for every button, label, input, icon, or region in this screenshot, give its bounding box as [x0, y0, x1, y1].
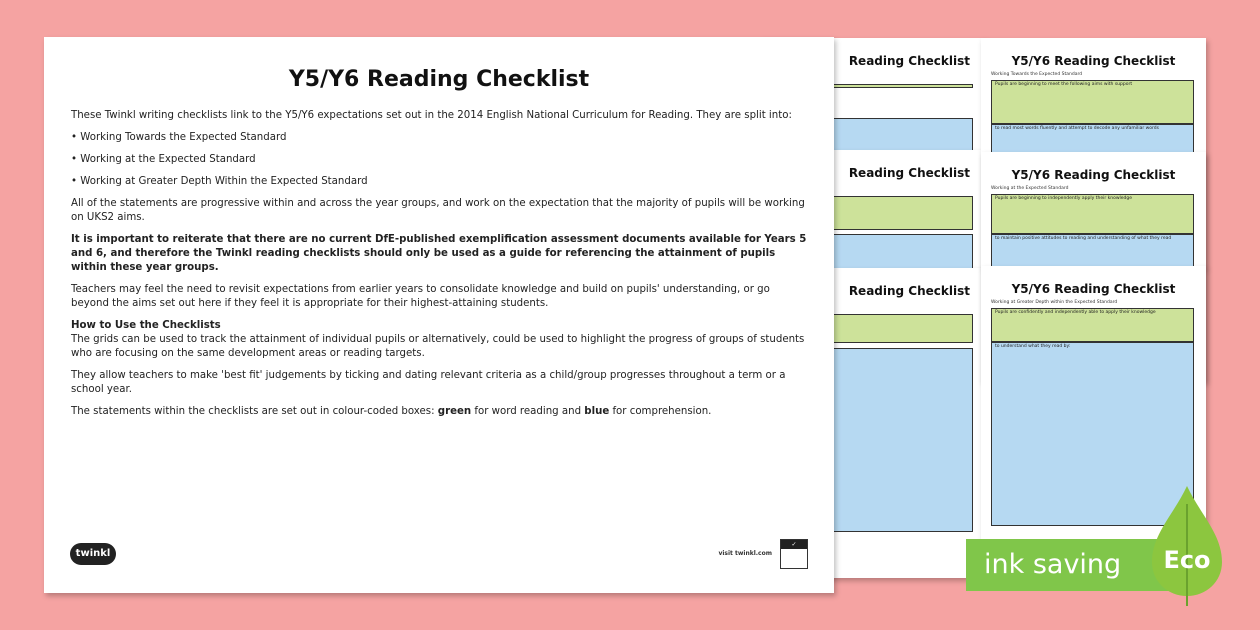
sheet-subtitle: Working Towards the Expected Standard [991, 72, 1083, 77]
progressive-paragraph: All of the statements are progressive within and across the year groups, and work on the expectation that the majority of pupils will be working on UKS2 aims. [71, 198, 805, 223]
bullet-item: • Working at the Expected Standard [71, 154, 256, 165]
sheet-subtitle: Working at Greater Depth within the Expected Standard [991, 300, 1118, 305]
twinkl-logo: twinkl [70, 543, 116, 565]
eco-badge-text: Eco [1163, 546, 1211, 574]
page-title: Y5/Y6 Reading Checklist [288, 67, 590, 92]
howto-paragraph: The grids can be used to track the attainment of individual pupils or alternatively, could be used to highlight the progress of groups of students who are focusing on the same development areas or reading targets. [71, 334, 805, 359]
text-span: for comprehension. [609, 406, 712, 417]
back-sheet-title: Reading Checklist [848, 54, 970, 68]
bullet-item: • Working Towards the Expected Standard [71, 132, 287, 143]
comprehension-box: to maintain positive attitudes to reading and understanding of what they read [991, 234, 1194, 282]
word-reading-box: Pupils are beginning to meet the following aims with support [991, 80, 1194, 124]
main-document-page [44, 37, 834, 593]
best-fit-paragraph: They allow teachers to make 'best fit' judgements by ticking and dating relevant criteria as a child/group progresses throughout a term or a school year. [71, 370, 786, 395]
back-sheet-title: Reading Checklist [848, 284, 970, 298]
bullet-item: • Working at Greater Depth Within the Expected Standard [71, 176, 368, 187]
sheet-title: Y5/Y6 Reading Checklist [1011, 282, 1176, 296]
important-paragraph: It is important to reiterate that there are no current DfE-published exemplification assessment documents available for Years 5 and 6, and therefore the Twinkl reading checklists should only be used as a guide for referencing the attainment of pupils within these year groups. [71, 234, 807, 273]
teachers-paragraph: Teachers may feel the need to revisit expectations from earlier years to consolidate knowledge and build on pupils' understanding, or go beyond the aims set out here if they feel it is appropriate for their highest-attaining students. [71, 284, 770, 309]
sheet-subtitle: Working at the Expected Standard [991, 186, 1069, 191]
back-sheet-title: Reading Checklist [848, 166, 970, 180]
blue-keyword: blue [584, 406, 610, 417]
text-span: for word reading and [471, 406, 585, 417]
green-keyword: green [437, 406, 472, 417]
sheet-title: Y5/Y6 Reading Checklist [1011, 168, 1176, 182]
colour-coded-paragraph [71, 405, 809, 419]
document-body [71, 109, 809, 427]
word-reading-box: Pupils are confidently and independently able to apply their knowledge [991, 308, 1194, 342]
ink-saving-banner: ink saving [966, 539, 1188, 591]
comprehension-box: to understand what they read by: [991, 342, 1194, 526]
comprehension-box: to read most words fluently and attempt to decode any unfamiliar words [991, 124, 1194, 168]
sheet-title: Y5/Y6 Reading Checklist [1011, 54, 1176, 68]
visit-link-text: visit twinkl.com [718, 550, 772, 557]
quality-badge-icon: ✓ [780, 539, 808, 569]
intro-paragraph: These Twinkl writing checklists link to the Y5/Y6 expectations set out in the 2014 English National Curriculum for Reading. They are split into: [71, 110, 792, 121]
word-reading-box: Pupils are beginning to independently apply their knowledge [991, 194, 1194, 234]
eco-leaf-icon [1148, 484, 1226, 606]
text-span: The statements within the checklists are set out in colour-coded boxes: [71, 406, 438, 417]
howto-heading: How to Use the Checklists [71, 320, 221, 331]
